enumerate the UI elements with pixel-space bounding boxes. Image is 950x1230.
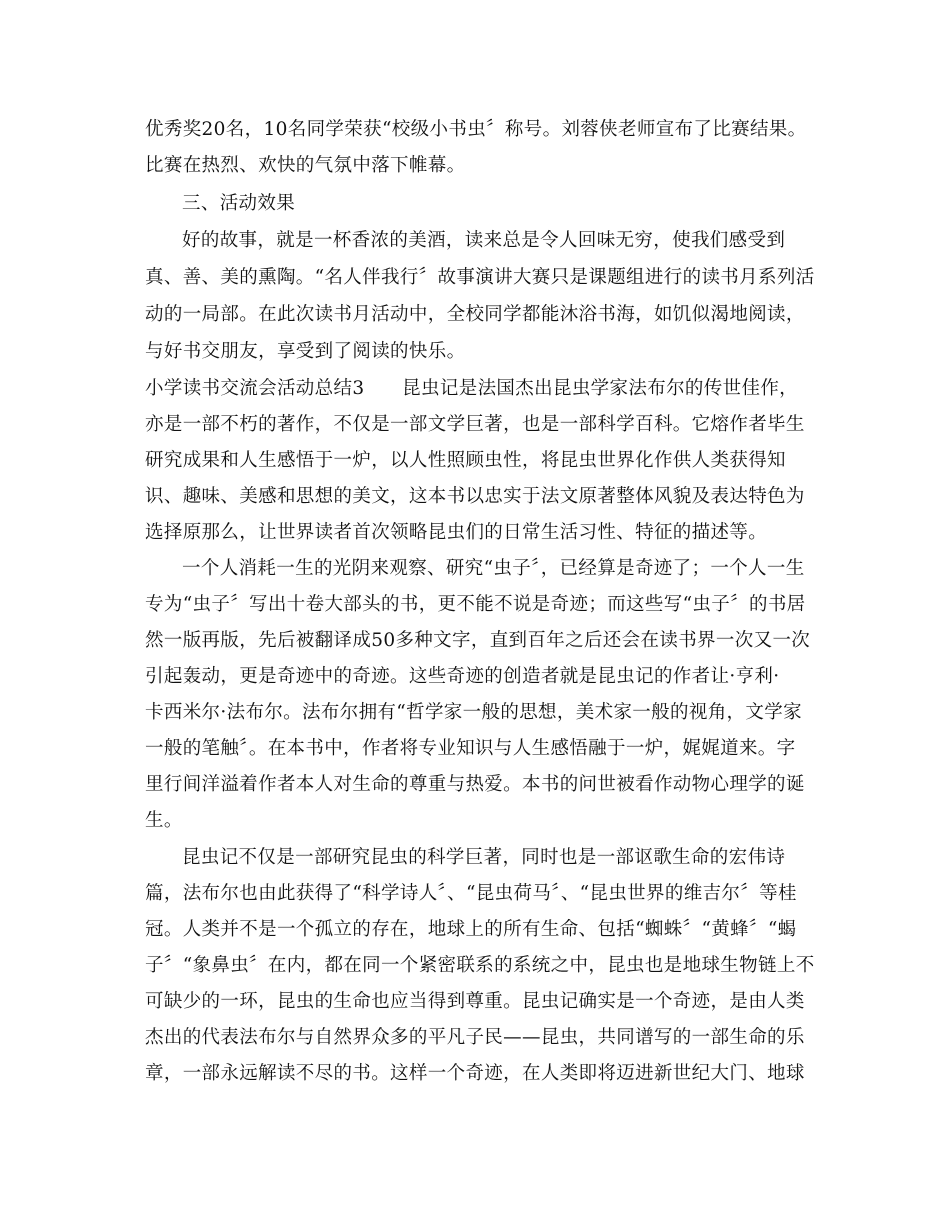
text-line: 真、善、美的熏陶。“名人伴我行〞故事演讲大赛只是课题组进行的读书月系列活 [145,267,815,288]
text-line: 子〞“象鼻虫〞在内，都在同一个紧密联系的系统之中，昆虫也是地球生物链上不 [145,955,815,976]
text-line: 与好书交朋友，享受到了阅读的快乐。 [145,341,466,362]
text-line: 卡西米尔·法布尔。法布尔拥有“哲学家一般的思想，美术家一般的视角，文学家 [145,702,802,723]
text-line: 可缺少的一环，昆虫的生命也应当得到尊重。昆虫记确实是一个奇迹，是由人类 [145,991,805,1012]
text-line: 小学读书交流会活动总结3 昆虫记是法国杰出昆虫学家法布尔的传世佳作， [145,378,799,399]
text-line: 然一版再版，先后被翻译成50多种文字，直到百年之后还会在读书界一次又一次 [145,630,811,651]
text-line: 杰出的代表法布尔与自然界众多的平凡子民——昆虫，共同谱写的一部生命的乐 [145,1027,805,1048]
text-line: 亦是一部不朽的著作，不仅是一部文学巨著，也是一部科学百科。它熔作者毕生 [145,414,805,435]
text-line: 生。 [145,810,183,831]
text-line: 优秀奖20名，10名同学荣获“校级小书虫〞称号。刘蓉侠老师宣布了比赛结果。 [145,119,807,140]
text-line: 昆虫记不仅是一部研究昆虫的科学巨著，同时也是一部讴歌生命的宏伟诗 [182,847,786,868]
text-line: 冠。人类并不是一个孤立的存在，地球上的所有生命、包括“蜘蛛〞“黄蜂〞“蝎 [145,919,797,940]
text-line: 研究成果和人生感悟于一炉，以人性照顾虫性，将昆虫世界化作供人类获得知 [145,450,786,471]
text-line: 里行间洋溢着作者本人对生命的尊重与热爱。本书的问世被看作动物心理学的诞 [145,774,805,795]
text-line: 比赛在热烈、欢快的气氛中落下帷幕。 [145,155,466,176]
text-line: 篇，法布尔也由此获得了“科学诗人〞、“昆虫荷马〞、“昆虫世界的维吉尔〞等桂 [145,883,797,904]
text-line: 动的一局部。在此次读书月活动中，全校同学都能沐浴书海，如饥似渴地阅读， [145,304,805,325]
text-line: 引起轰动，更是奇迹中的奇迹。这些奇迹的创造者就是昆虫记的作者让·亨利· [145,666,780,687]
text-line: 一般的笔触〞。在本书中，作者将专业知识与人生感悟融于一炉，娓娓道来。字 [145,738,796,759]
text-line: 章，一部永远解读不尽的书。这样一个奇迹，在人类即将迈进新世纪大门、地球 [145,1063,805,1084]
text-line: 好的故事，就是一杯香浓的美酒，读来总是令人回味无穷，使我们感受到 [182,230,786,251]
text-line: 专为“虫子〞写出十卷大部头的书，更不能不说是奇迹；而这些写“虫子〞的书居 [145,594,806,615]
text-line: 一个人消耗一生的光阴来观察、研究“虫子〞，已经算是奇迹了；一个人一生 [182,558,805,579]
section-heading: 三、活动效果 [182,193,296,214]
text-line: 识、趣味、美感和思想的美文，这本书以忠实于法文原著整体风貌及表达特色为 [145,486,805,507]
text-line: 选择原那么，让世界读者首次领略昆虫们的日常生活习性、特征的描述等。 [145,522,768,543]
